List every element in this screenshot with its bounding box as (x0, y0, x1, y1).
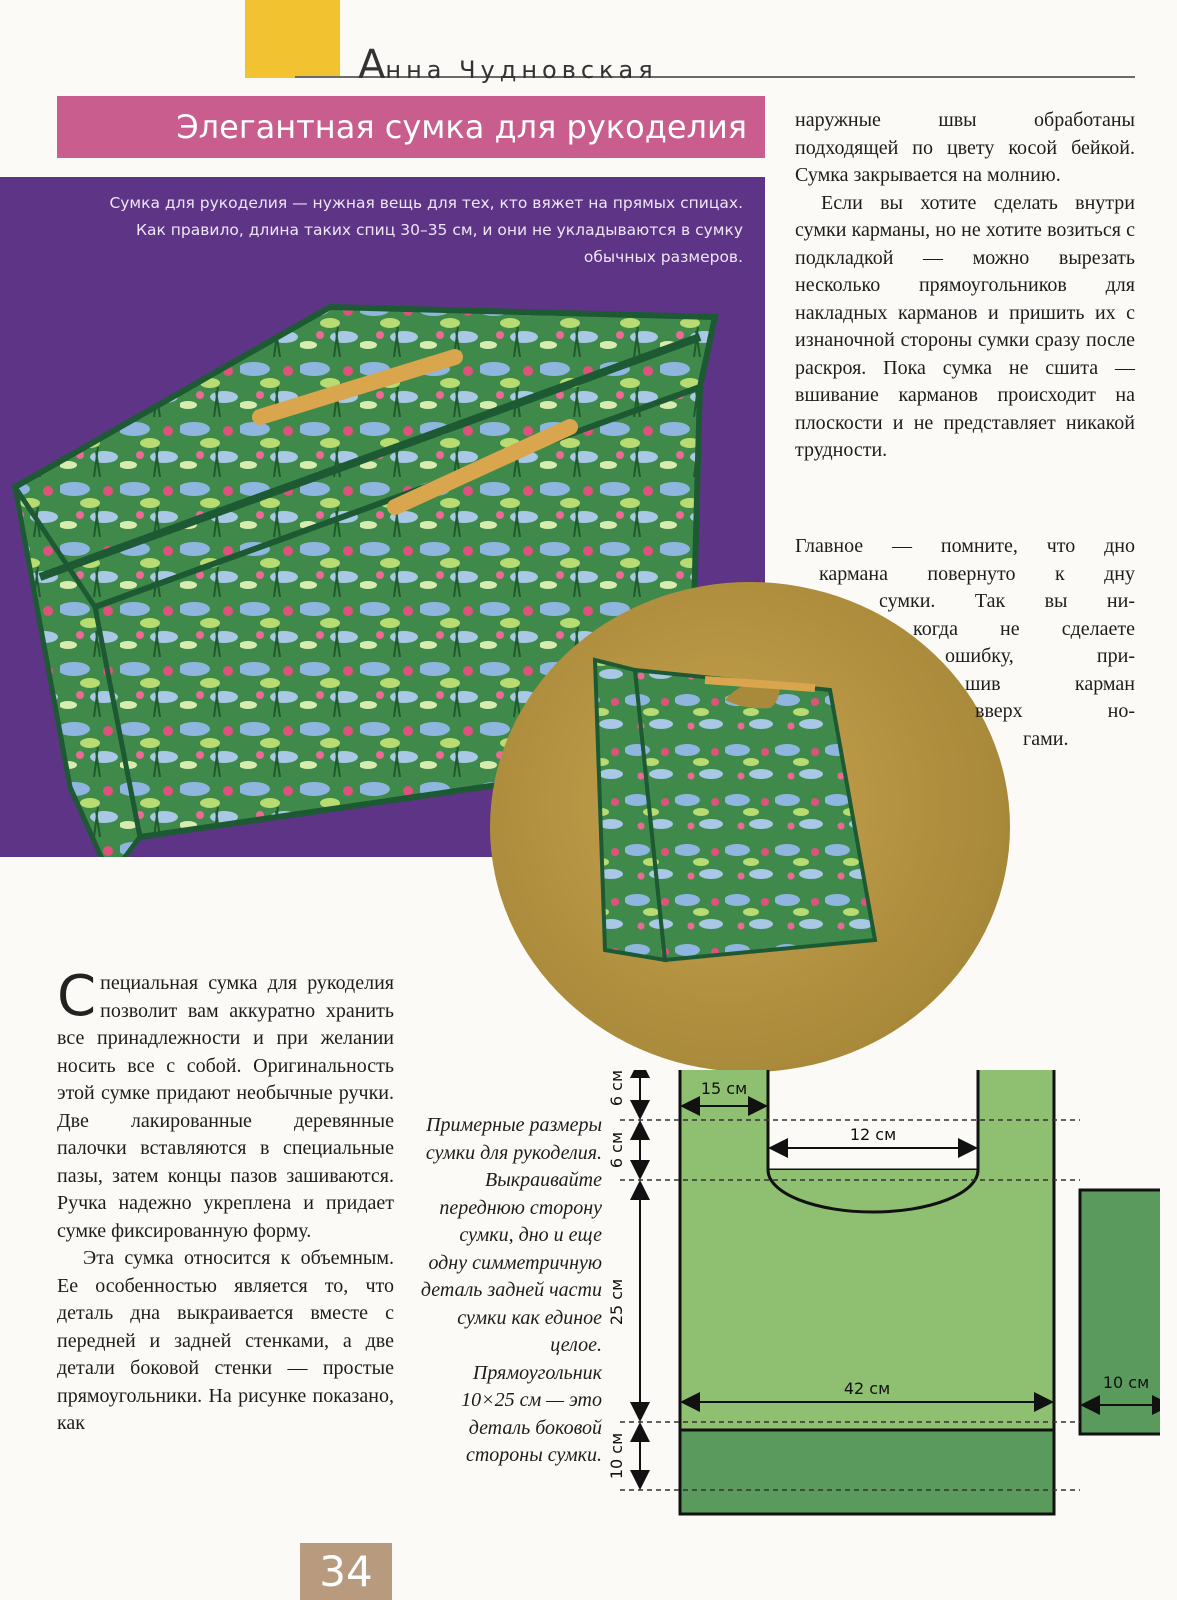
left-paragraph-1 (57, 964, 394, 1245)
author-initial: А (358, 42, 386, 88)
author-name (358, 42, 658, 88)
dim-15cm: 15 см (700, 1079, 748, 1098)
side-piece (1080, 1190, 1160, 1434)
right-paragraph-2: Если вы хотите сделать внутри сумки карманы, но не хотите возиться с подкладкой — можно вырезать несколько прямоугольников для накладных карманов и пришить их с изнаночной стороны сумки сразу после раскроя. Пока сумка не сшита — вшивание карманов происходит на плоскости и не представляет никакой трудности. (795, 191, 1135, 461)
intro-text: Сумка для рукоделия — нужная вещь для тех, кто вяжет на прямых спицах. Как правило, длина таких спиц 30–35 см, и они не укладываются в сумку обычных размеров. (109, 194, 743, 266)
shaped-line: сумки. Так вы ни- (879, 590, 1135, 612)
shaped-line: ошибку, при- (945, 645, 1135, 667)
right-column-text (795, 107, 1135, 465)
shaped-line: когда не сделаете (913, 617, 1135, 640)
shaped-line: гами. (1023, 727, 1069, 750)
header-accent-block (245, 0, 340, 78)
article-title: Элегантная сумка для рукоделия (176, 108, 747, 146)
page-number: 34 (319, 1547, 373, 1596)
diagram-caption: Примерные размеры сумки для рукоделия. Выкраивайте переднюю сторону сумки, дно и еще одну симметричную деталь задней части сумки как единое целое. Прямоугольник 10×25 см — это деталь боковой стороны сумки. (420, 1114, 602, 1466)
front-back-piece (680, 1070, 1054, 1430)
bottom-piece (680, 1430, 1054, 1514)
left-column-text (57, 964, 394, 1438)
dim-10cm-bottom: 10 см (607, 1432, 626, 1480)
drop-cap: С (57, 964, 97, 1029)
right-paragraph-3 (795, 533, 1135, 753)
dim-25cm: 25 см (607, 1278, 626, 1326)
shaped-line: вверх но- (975, 700, 1135, 722)
article-title-bar (57, 96, 765, 158)
sewing-pattern-diagram (600, 1070, 1160, 1540)
shaped-line: кармана повернуто к дну (819, 562, 1135, 585)
author-rest: нна Чудновская (385, 56, 658, 84)
dim-10cm-side: 10 см (1102, 1373, 1150, 1392)
dim-6cm-middle: 6 см (607, 1131, 626, 1169)
left-paragraph-1-text: пециальная сумка для рукоделия позволит вам аккуратно хранить все принадлежности и при желании носить все с собой. Оригинальность этой сумке придают необычные ручки. Две лакированные деревянные палочки вставляются в специальные пазы, затем концы пазов зашиваются. Ручка надежно укреплена и придает сумке фиксированную форму. (57, 972, 394, 1242)
right-paragraph-1: наружные швы обработаны подходящей по цвету косой бейкой. Сумка закрывается на молнию. (795, 109, 1135, 186)
dim-12cm: 12 см (849, 1125, 897, 1144)
shaped-line: Главное — помните, что дно (795, 535, 1135, 557)
shaped-line: шив карман (965, 672, 1135, 695)
dim-6cm-top: 6 см (607, 1070, 626, 1107)
dim-42cm: 42 см (843, 1379, 891, 1398)
left-paragraph-2: Эта сумка относится к объемным. Ее особенностью является то, что деталь дна выкраивается вместе с передней и задней стенками, а две детали боковой стенки — простые прямоугольники. На рисунке показано, как (57, 1247, 394, 1434)
